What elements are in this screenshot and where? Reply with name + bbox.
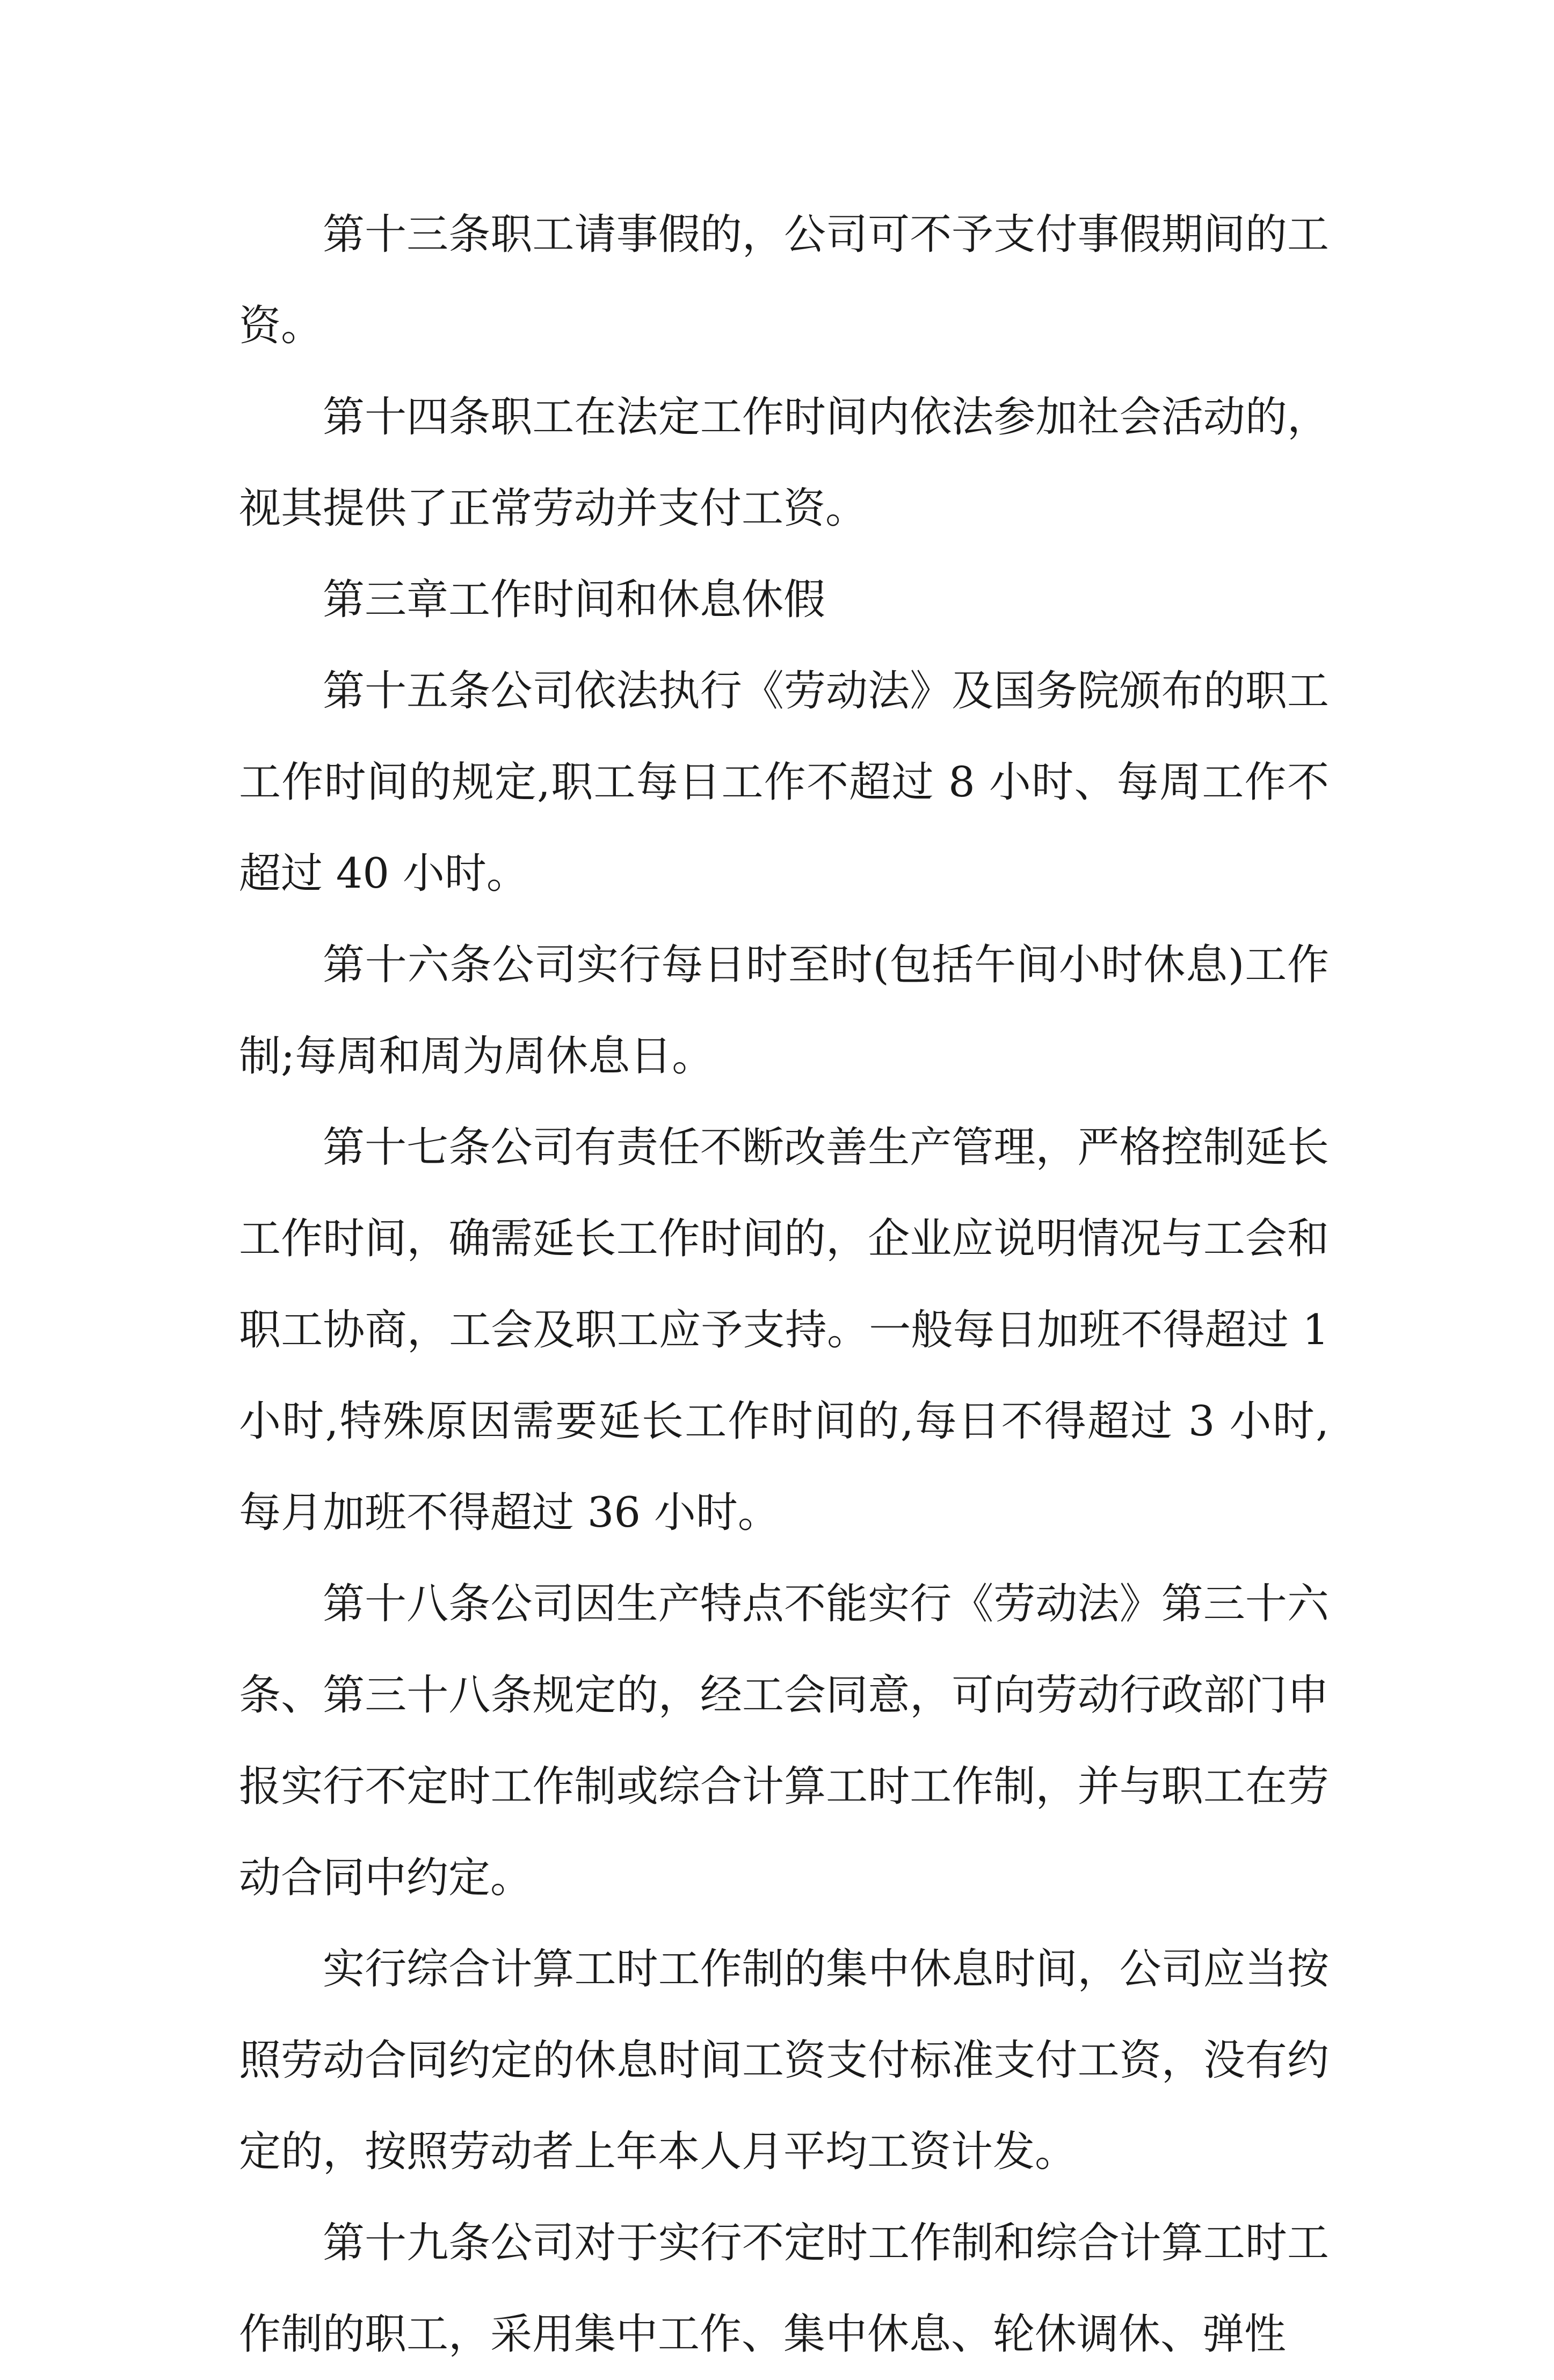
chapter-heading: 第三章工作时间和休息休假: [323, 576, 826, 624]
paragraph-article-13: 第十三条职工请事假的，公司可不予支付事假期间的工资。: [239, 211, 1329, 350]
paragraph-article-14: 第十四条职工在法定工作时间内依法参加社会活动的，视其提供了正常劳动并支付工资。: [239, 393, 1329, 533]
paragraph-article-15: 第十五条公司依法执行《劳动法》及国务院颁布的职工工作时间的规定,职工每日工作不超过 8 小时、每周工作不超过 40 小时。: [239, 667, 1329, 898]
paragraph-article-18: 第十八条公司因生产特点不能实行《劳动法》第三十六条、第三十八条规定的，经工会同意，可向劳动行政部门申报实行不定时工作制或综合计算工时工作制，并与职工在劳动合同中约定。: [239, 1580, 1329, 1902]
paragraph-article-16: 第十六条公司实行每日时至时(包括午间小时休息)工作制;每周和周为周休息日。: [239, 941, 1329, 1080]
paragraph-article-17: 第十七条公司有责任不断改善生产管理，严格控制延长工作时间，确需延长工作时间的，企业应说明情况与工会和职工协商，工会及职工应予支持。一般每日加班不得超过 1 小时,特殊原因需要延长工作时间的,每日不得超过 3 小时,每月加班不得超过 36 小时。: [239, 1123, 1329, 1537]
paragraph-article-19: 第十九条公司对于实行不定时工作制和综合计算工时工作制的职工，采用集中工作、集中休息、轮休调休、弹性: [239, 2219, 1329, 2359]
paragraph-article-18-supplement: 实行综合计算工时工作制的集中休息时间，公司应当按照劳动合同约定的休息时间工资支付标准支付工资，没有约定的，按照劳动者上年本人月平均工资计发。: [239, 1945, 1329, 2176]
document-body: [239, 189, 1329, 2380]
